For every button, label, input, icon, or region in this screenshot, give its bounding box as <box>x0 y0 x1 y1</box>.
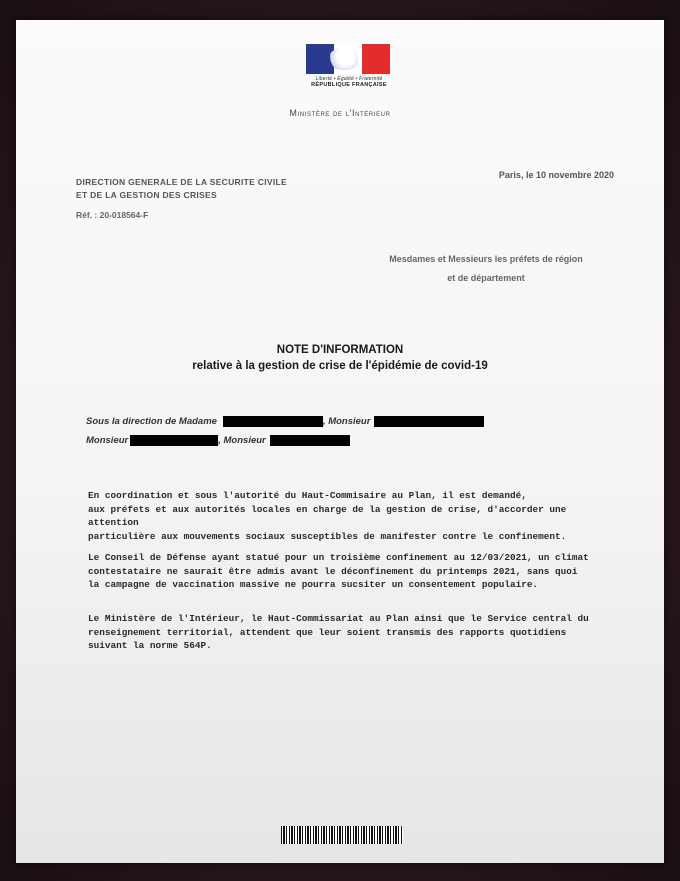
recipient-line-2: et de département <box>447 273 525 283</box>
reference-number: Réf. : 20-018564-F <box>76 210 149 220</box>
paragraph-line: suivant la norme 564P. <box>88 640 212 651</box>
document-page <box>16 20 664 863</box>
paragraph-1 <box>88 489 608 543</box>
sender-line-2: ET DE LA GESTION DES CRISES <box>76 190 217 200</box>
direction-block <box>86 412 484 450</box>
tricolor-flag-icon <box>306 44 390 74</box>
redaction-bar <box>223 416 323 427</box>
logo-republique: RÉPUBLIQUE FRANÇAISE <box>311 82 387 88</box>
direction-text-4: , Monsieur <box>218 435 266 446</box>
paragraph-line: Le Ministère de l'Intérieur, le Haut-Commissariat au Plan ainsi que le Service central du <box>88 613 589 624</box>
ministry-name: Ministère de l'Intérieur <box>289 108 391 118</box>
note-title <box>16 342 664 374</box>
republique-francaise-logo <box>306 44 392 88</box>
barcode <box>281 826 403 844</box>
paragraph-line: En coordination et sous l'autorité du Haut-Commisaire au Plan, il est demandé, <box>88 490 527 501</box>
sender-department <box>76 176 287 202</box>
recipient-block <box>346 250 626 288</box>
direction-text-2: , Monsieur <box>322 416 371 427</box>
redaction-bar <box>270 435 350 446</box>
redaction-bar <box>374 416 484 427</box>
title-line-1: NOTE D'INFORMATION <box>276 344 404 356</box>
paragraph-line: Le Conseil de Défense ayant statué pour un troisième confinement au 12/03/2021, un climat <box>88 552 589 563</box>
paragraph-2 <box>88 551 608 592</box>
direction-line-1 <box>86 412 484 431</box>
sender-line-1: DIRECTION GENERALE DE LA SECURITE CIVILE <box>76 177 287 187</box>
paragraph-line: contestataire ne saurait être admis avant le déconfinement du printemps 2021, sans quoi <box>88 565 578 577</box>
marianne-profile-icon <box>328 48 358 70</box>
paragraph-line: la campagne de vaccination massive ne pourra sucsiter un consentement populaire. <box>88 579 539 590</box>
title-line-2: relative à la gestion de crise de l'épidémie de covid-19 <box>192 360 488 372</box>
recipient-line-1: Mesdames et Messieurs les préfets de région <box>389 254 583 264</box>
paragraph-line: particulière aux mouvements sociaux susceptibles de manifester contre le confinement. <box>88 530 567 542</box>
paragraph-3 <box>88 612 608 653</box>
letter-date: Paris, le 10 novembre 2020 <box>498 170 614 180</box>
paragraph-line: aux préfets et aux autorités locales en charge de la gestion de crise, d'accorder une attention <box>88 503 567 528</box>
logo-motto: Liberté • Égalité • Fraternité <box>315 76 383 82</box>
direction-line-2 <box>86 431 484 450</box>
direction-text-1: Sous la direction de Madame <box>86 416 217 427</box>
redaction-bar <box>130 435 218 446</box>
direction-text-3: Monsieur <box>86 435 129 446</box>
paragraph-line: renseignement territorial, attendent que leur soient transmis des rapports quotidiens <box>88 626 567 638</box>
